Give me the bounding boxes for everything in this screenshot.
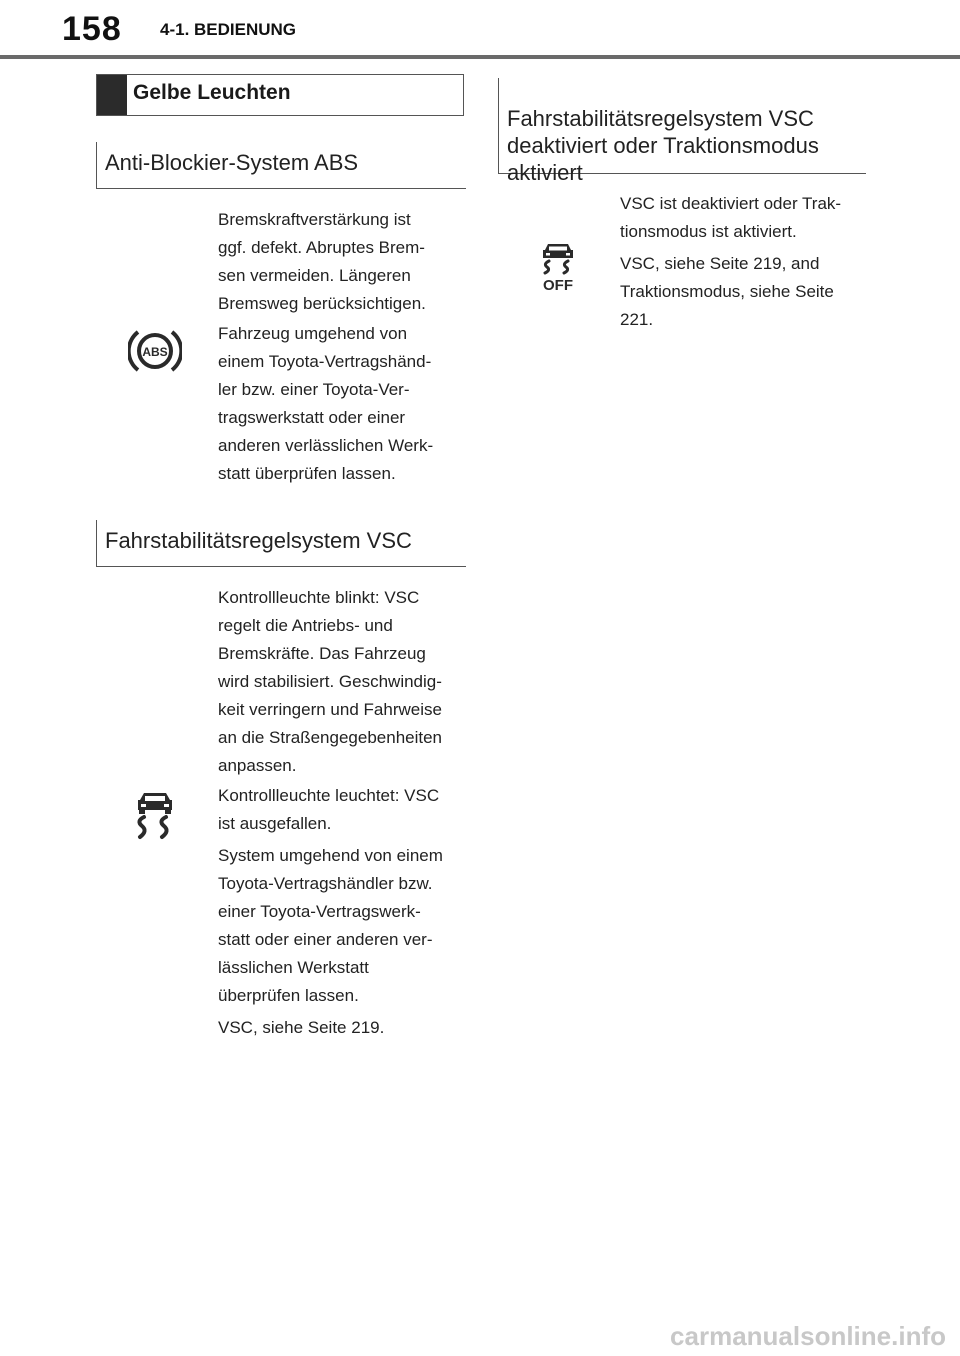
vsc-paragraph-1: Kontrollleuchte blinkt: VSC regelt die Antriebs- und Bremskräfte. Das Fahrzeug wird stabilisiert. Geschwindig- keit verringern und Fahrweise an die Straßengegebenheiten anpassen. [218, 588, 443, 775]
vsc-paragraph-2: Kontrollleuchte leuchtet: VSC ist ausgefallen. [218, 786, 440, 833]
vsc-off-subheading [498, 78, 866, 185]
abs-paragraph-2: Fahrzeug umgehend von einem Toyota-Vertragshänd- ler bzw. einer Toyota-Ver- tragswerkstatt oder einer anderen verlässlichen Werk- statt überprüfen lassen. [218, 324, 434, 483]
vsc-off-paragraph-1: VSC ist deaktiviert oder Trak- tionsmodus ist aktiviert. [620, 194, 842, 241]
header-rule [0, 55, 960, 59]
svg-text:ABS: ABS [142, 345, 168, 359]
page-number: 158 [62, 10, 122, 48]
section-header: 4-1. BEDIENUNG [160, 20, 297, 39]
abs-paragraph-1: Bremskraftverstärkung ist ggf. defekt. Abruptes Brem- sen vermeiden. Längeren Bremsweg berücksichtigen. [218, 210, 426, 313]
vsc-subheading [96, 520, 466, 567]
vsc-skid-icon [132, 790, 178, 842]
box-title-text: Gelbe Leuchten [133, 81, 291, 104]
abs-subheading [96, 142, 466, 189]
vsc-off-paragraph-2: VSC, siehe Seite 219, and Traktionsmodus, siehe Seite 221. [620, 254, 834, 329]
vsc-paragraph-3: System umgehend von einem Toyota-Vertragshändler bzw. einer Toyota-Vertragswerk- statt oder einer anderen ver- lässlichen Werkstatt überprüfen lassen. [218, 846, 443, 1005]
off-label: OFF [543, 277, 573, 292]
vsc-off-icon [538, 242, 578, 292]
yellow-lights-box [96, 74, 464, 116]
vsc-title: Fahrstabilitätsregelsystem VSC [105, 528, 412, 553]
watermark: carmanualsonline.info [670, 1321, 946, 1351]
vsc-paragraph-4: VSC, siehe Seite 219. [218, 1018, 385, 1037]
vsc-off-title: Fahrstabilitätsregelsystem VSC deaktiviert oder Traktionsmodus aktiviert [507, 106, 819, 185]
abs-title: Anti-Blockier-System ABS [105, 150, 359, 175]
abs-warning-icon [128, 326, 182, 376]
box-title-bar [97, 75, 127, 115]
